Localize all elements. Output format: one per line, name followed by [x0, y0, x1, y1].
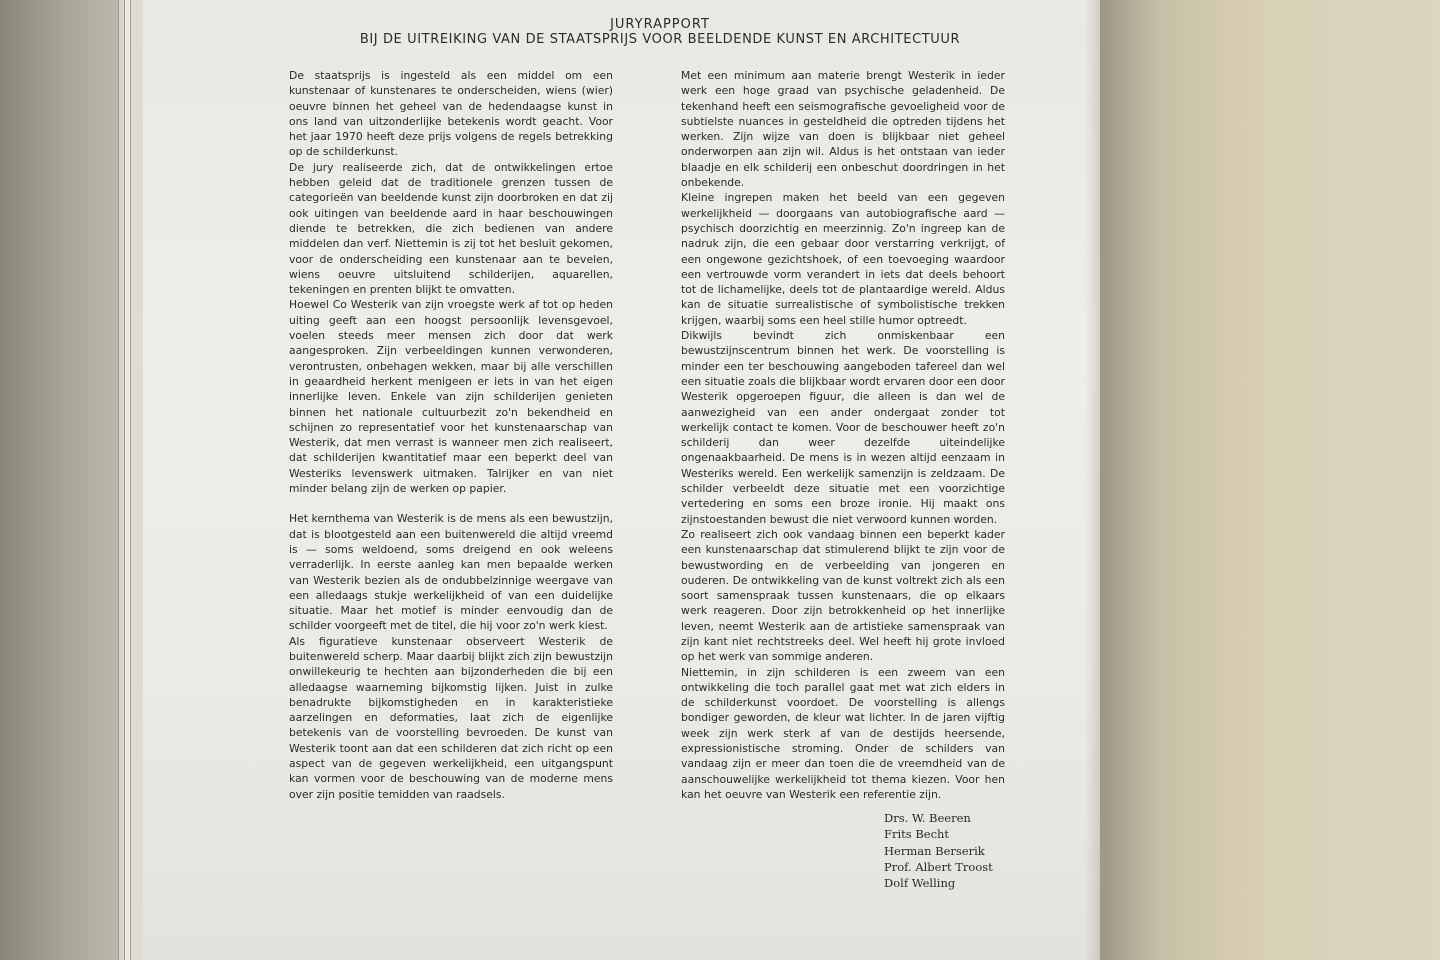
text-column-right	[681, 68, 1005, 802]
paragraph: Met een minimum aan materie brengt Westerik in ieder werk een hoge graad van psychische geladenheid. De tekenhand heeft een seismografische gevoeligheid voor de subtielste nuances in gesteldheid die optreden tijdens het werken. Zijn wijze van doen is blijkbaar niet geheel onderworpen aan zijn wil. Aldus is het ontstaan van ieder blaadje en elk schilderij een onbeschut doordringen in het onbekende.	[681, 69, 1005, 190]
paragraph: Het kernthema van Westerik is de mens als een bewustzijn, dat is blootgesteld aan een buitenwereld die altijd vreemd is — soms weldoend, soms dreigend en ook weleens verraderlijk. In eerste aanleg kan men bepaalde werken van Westerik bezien als de ondubbelzinnige weergave van een alledaags stukje werkelijkheid of van een duidelijke situatie. Maar het motief is minder eenvoudig dan de schilder voorgeeft met de titel, die hij voor zo'n werk kiest.	[289, 512, 613, 633]
paragraph: Zo realiseert zich ook vandaag binnen een beperkt kader een kunstenaarschap dat stimulerend blijkt te zijn voor de bewustwording en de verbeelding van jongeren en ouderen. De ontwikkeling van de kunst voltrekt zich als een soort samenspraak tussen kunstenaars, die op elkaars werk reageren. Door zijn betrokkenheid op het innerlijke leven, neemt Westerik aan de artistieke samenspraak van zijn kant niet rechtstreeks deel. Wel heeft hij grote invloed op het werk van sommige anderen.	[681, 527, 1005, 664]
paragraph: Hoewel Co Westerik van zijn vroegste werk af tot op heden uiting geeft aan een hoogst persoonlijk levensgevoel, voelen steeds meer mensen zich door dat werk aangesproken. Zijn verbeeldingen kunnen verwonderen, verontrusten, onbehagen wekken, maar bij alle verschillen in geaardheid herkent menigeen er iets in van het eigen innerlijke leven. Enkele van zijn schilderijen genieten binnen het nationale cultuurbezit zo'n bekendheid en schijnen zo representatief voor het kunstenaarschap van Westerik, dat men verrast is wanneer men zich realiseert, dat schilderijen kwantitatief maar een beperkt deel van Westeriks levenswerk uitmaken. Talrijker en van niet minder belang zijn de werken op papier.	[289, 298, 613, 496]
jury-member: Frits Becht	[884, 827, 950, 842]
paragraph: De staatsprijs is ingesteld als een middel om een kunstenaar of kunstenares te onderscheiden, wiens (wier) oeuvre binnen het geheel van de hedendaagse kunst in ons land van uitzonderlijke betekenis wordt geacht. Voor het jaar 1970 heeft deze prijs volgens de regels betrekking op de schilderkunst.	[289, 69, 613, 159]
text-column-left	[289, 68, 613, 802]
paragraph: De jury realiseerde zich, dat de ontwikkelingen ertoe hebben geleid dat de traditionele grenzen tussen de categorieën van beeldende kunst zijn doorbroken en dat zij ook uitingen van beeldende aard in haar beschouwingen diende te betrekken, die zich bedienen van andere middelen dan verf. Niettemin is zij tot het besluit gekomen, voor de onderscheiding een kunstenaar aan te bevelen, wiens oeuvre uitsluitend schilderijen, aquarellen, tekeningen en prenten blijkt te omvatten.	[289, 160, 613, 297]
page-title: JURYRAPPORT	[610, 17, 710, 32]
jury-member: Dolf Welling	[884, 876, 956, 891]
paragraph: Dikwijls bevindt zich onmiskenbaar een bewustzijnscentrum binnen het werk. De voorstelling is minder een ter beschouwing aangeboden tafereel dan wel een situatie zoals die blijkbaar wordt ervaren door een door Westerik opgeroepen figuur, die alleen is dan wel de aanwezigheid van een ander ondergaat zonder tot werkelijk contact te komen. Voor de beschouwer heeft zo'n schilderij dan weer dezelfde uiteindelijke ongenaakbaarheid. De mens is in wezen altijd eenzaam in Westeriks wereld. Een werkelijk samenzijn is zeldzaam. De schilder verbeeldt deze situatie met een voorzichtige vertedering en soms een broze ironie. Hij maakt ons zijnstoestanden bewust die niet verwoord kunnen worden.	[681, 329, 1005, 526]
jury-member: Prof. Albert Troost	[884, 859, 993, 874]
jury-member: Drs. W. Beeren	[884, 811, 971, 825]
background-right	[1100, 0, 1440, 960]
paragraph: Kleine ingrepen maken het beeld van een gegeven werkelijkheid — doorgaans van autobiografische aard — psychisch doorzichtig en meerzinnig. Zo'n ingreep kan de nadruk zijn, die een gebaar door verstarring verkrijgt, of een ongewone gezichtshoek, of een toevoeging waardoor een vertrouwde vorm verandert in iets dat deels behoort tot de lichamelijke, deels tot de plantaardige wereld. Aldus kan de situatie surrealistische of symbolistische trekken krijgen, waarbij soms een heel stille humor optreedt.	[681, 191, 1005, 327]
page-subtitle: BIJ DE UITREIKING VAN DE STAATSPRIJS VOOR BEELDENDE KUNST EN ARCHITECTUUR	[359, 32, 961, 47]
background-left	[0, 0, 122, 960]
jury-signatures	[884, 810, 993, 891]
page-header	[290, 17, 1030, 47]
paragraph: Als figuratieve kunstenaar observeert Westerik de buitenwereld scherp. Maar daarbij blijkt zich zijn bewustzijn onwillekeurig te hechten aan bijzonderheden die bij een alledaagse waarneming bijkomstig lijken. Juist in zulke benadrukte bijkomstigheden en in karakteristieke aarzelingen en deformaties, laat zich de eigenlijke betekenis van de voorstelling bevroeden. De kunst van Westerik toont aan dat een schilderen dat zich richt op een aspect van de gegeven werkelijkheid, een uitgangspunt kan vormen voor de beschouwing van de moderne mens over zijn positie temidden van raadsels.	[289, 634, 613, 801]
jury-member: Herman Berserik	[884, 843, 985, 858]
paragraph: Niettemin, in zijn schilderen is een zweem van een ontwikkeling die toch parallel gaat met wat zich elders in de schilderkunst voordoet. De voorstelling is allengs bondiger geworden, de kleur wat lichter. In de jaren vijftig week zijn werk sterk af van de destijds heersende, expressionistische stroming. Onder de schilders van vandaag zijn er meer dan toen die de vreemdheid van de aanschouwelijke werkelijkheid tot thema kiezen. Voor hen kan het oeuvre van Westerik een referentie zijn.	[681, 665, 1005, 801]
